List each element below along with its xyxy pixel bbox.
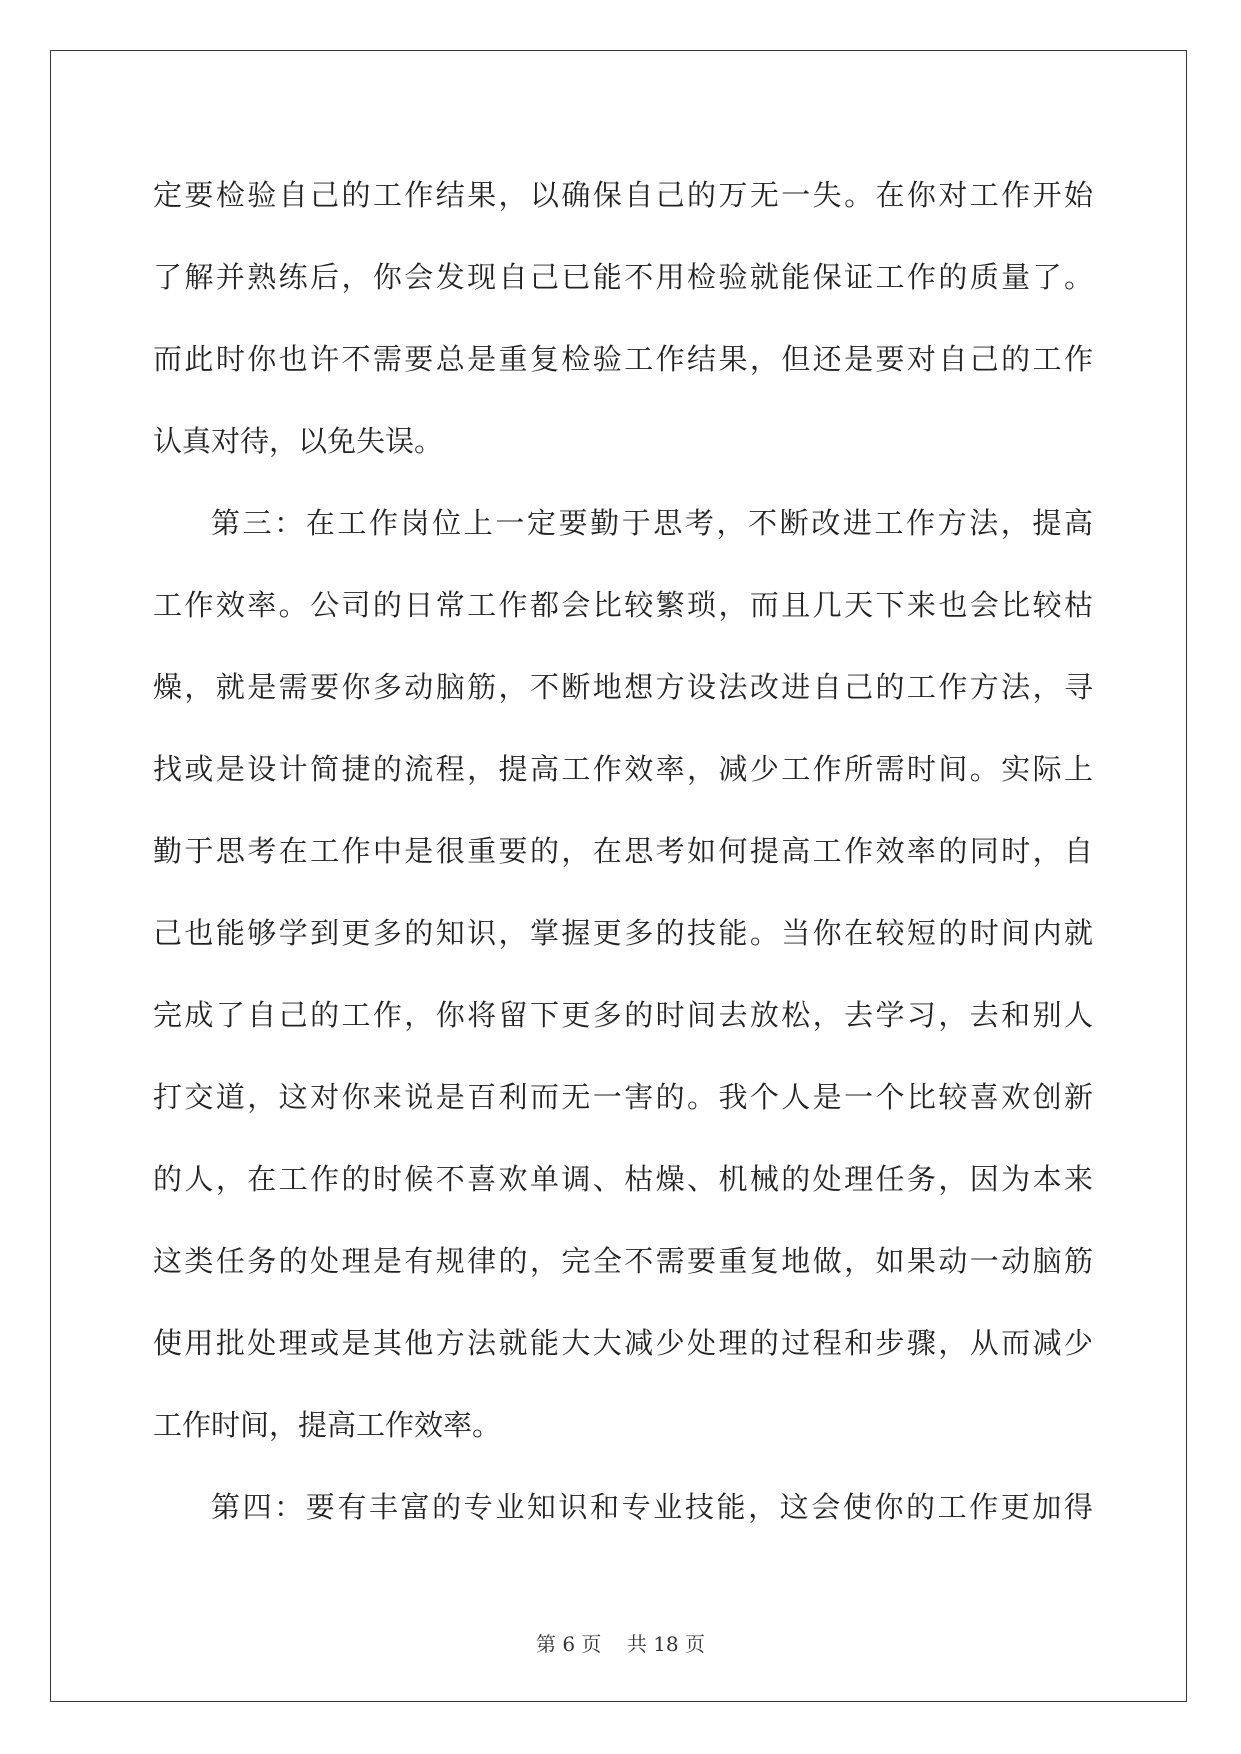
text-line: 找或是设计简捷的流程，提高工作效率，减少工作所需时间。实际上 (153, 752, 1093, 786)
text-line: 工作时间，提高工作效率。 (153, 1408, 502, 1442)
page-number-footer: 第 6 页 共 18 页 (535, 1632, 706, 1656)
text-line: 这类任务的处理是有规律的，完全不需要重复地做，如果动一动脑筋 (153, 1244, 1093, 1278)
text-line: 完成了自己的工作，你将留下更多的时间去放松，去学习，去和别人 (153, 998, 1093, 1032)
text-line: 打交道，这对你来说是百利而无一害的。我个人是一个比较喜欢创新 (153, 1080, 1093, 1114)
text-line: 己也能够学到更多的知识，掌握更多的技能。当你在较短的时间内就 (153, 916, 1093, 950)
text-line: 而此时你也许不需要总是重复检验工作结果，但还是要对自己的工作 (153, 342, 1093, 376)
text-line: 第四：要有丰富的专业知识和专业技能，这会使你的工作更加得 (211, 1490, 1093, 1524)
text-line: 工作效率。公司的日常工作都会比较繁琐，而且几天下来也会比较枯 (153, 588, 1093, 622)
text-line: 认真对待，以免失误。 (153, 424, 444, 458)
text-line: 燥，就是需要你多动脑筋，不断地想方设法改进自己的工作方法，寻 (153, 670, 1093, 704)
text-line: 了解并熟练后，你会发现自己已能不用检验就能保证工作的质量了。 (153, 260, 1093, 294)
text-line: 的人，在工作的时候不喜欢单调、枯燥、机械的处理任务，因为本来 (153, 1162, 1093, 1196)
text-line: 使用批处理或是其他方法就能大大减少处理的过程和步骤，从而减少 (153, 1326, 1093, 1360)
text-line: 勤于思考在工作中是很重要的，在思考如何提高工作效率的同时，自 (153, 834, 1093, 868)
text-line: 定要检验自己的工作结果，以确保自己的万无一失。在你对工作开始 (153, 178, 1093, 212)
document-body (153, 154, 1093, 1548)
text-line: 第三：在工作岗位上一定要勤于思考，不断改进工作方法，提高 (211, 506, 1093, 540)
